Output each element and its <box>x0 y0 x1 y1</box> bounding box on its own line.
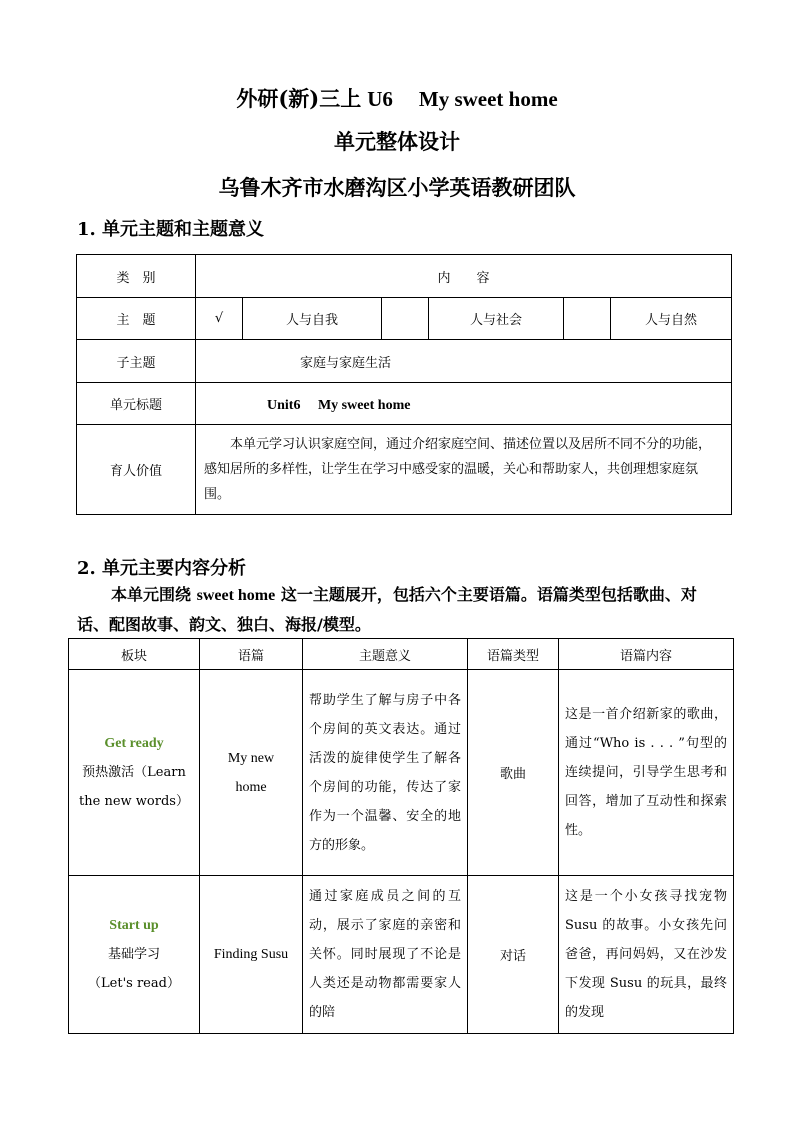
value-text: 本单元学习认识家庭空间，通过介绍家庭空间、描述位置以及居所不同不分的功能，感知居所的多样性，让学生在学习中感受家的温暖，关心和帮助家人，共创理想家庭氛围。 <box>196 425 732 515</box>
value-label: 育人价值 <box>77 425 196 515</box>
col-category: 类 别 <box>77 255 196 298</box>
section2-heading: 2. 单元主要内容分析 <box>77 558 247 579</box>
section1-heading: 1. 单元主题和主题意义 <box>77 219 265 240</box>
block-en: Start up <box>109 918 159 933</box>
content-table <box>68 638 734 1034</box>
theme-check: √ <box>196 298 243 340</box>
theme-box3 <box>564 298 611 340</box>
block-cell <box>69 670 200 876</box>
theme-opt3: 人与自然 <box>611 298 732 340</box>
header-text: 语篇 <box>200 639 303 670</box>
organization-name: 乌鲁木齐市水磨沟区小学英语教研团队 <box>218 175 576 200</box>
table-row <box>69 670 734 876</box>
block-cn: 预热激活（Learn the new words） <box>79 765 189 809</box>
block-cn2: （Let's read） <box>88 976 180 991</box>
meaning-cell: 通过家庭成员之间的互动，展示了家庭的亲密和关怀。同时展现了不论是人类还是动物都需要家人的陪 <box>303 876 468 1034</box>
theme-table <box>76 254 732 515</box>
header-block: 板块 <box>69 639 200 670</box>
table-row <box>69 876 734 1034</box>
block-en: Get ready <box>104 736 164 751</box>
meaning-cell: 帮助学生了解与房子中各个房间的英文表达。通过活泼的旋律使学生了解各个房间的功能，传达了家作为一个温馨、安全的地方的形象。 <box>303 670 468 876</box>
document-subtitle: 单元整体设计 <box>334 129 460 154</box>
subtheme-label: 子主题 <box>77 340 196 383</box>
type-cell: 对话 <box>468 876 559 1034</box>
document-title <box>0 83 794 113</box>
theme-opt1: 人与自我 <box>243 298 382 340</box>
title-en: My sweet home <box>418 87 558 111</box>
content-cell: 这是一个小女孩寻找宠物 Susu 的故事。小女孩先问爸爸，再问妈妈，又在沙发下发现 Susu 的玩具，最终的发现 <box>559 876 734 1034</box>
content-cell: 这是一首介绍新家的歌曲，通过“Who is . . . ”句型的连续提问，引导学生思考和回答，增加了互动性和探索性。 <box>559 670 734 876</box>
subtheme-value: 家庭与家庭生活 <box>196 340 732 383</box>
text-cell: Finding Susu <box>200 876 303 1034</box>
header-meaning: 主题意义 <box>303 639 468 670</box>
text-cell: My new home <box>200 670 303 876</box>
block-cell <box>69 876 200 1034</box>
theme-box2 <box>382 298 429 340</box>
header-type: 语篇类型 <box>468 639 559 670</box>
type-cell: 歌曲 <box>468 670 559 876</box>
block-cn: 基础学习 <box>107 947 160 962</box>
section2-intro: 本单元围绕 sweet home 这一主题展开，包括六个主要语篇。语篇类型包括歌曲、对话、配图故事、韵文、独白、海报/模型。 <box>77 585 697 634</box>
unit-title-value: Unit6 My sweet home <box>196 383 732 425</box>
header-content: 语篇内容 <box>559 639 734 670</box>
theme-label: 主 题 <box>77 298 196 340</box>
theme-opt2: 人与社会 <box>429 298 564 340</box>
title-unit: U6 <box>367 87 393 111</box>
unit-title-label: 单元标题 <box>77 383 196 425</box>
col-content: 内 容 <box>196 255 732 298</box>
title-cn: 外研(新)三上 <box>236 86 362 111</box>
